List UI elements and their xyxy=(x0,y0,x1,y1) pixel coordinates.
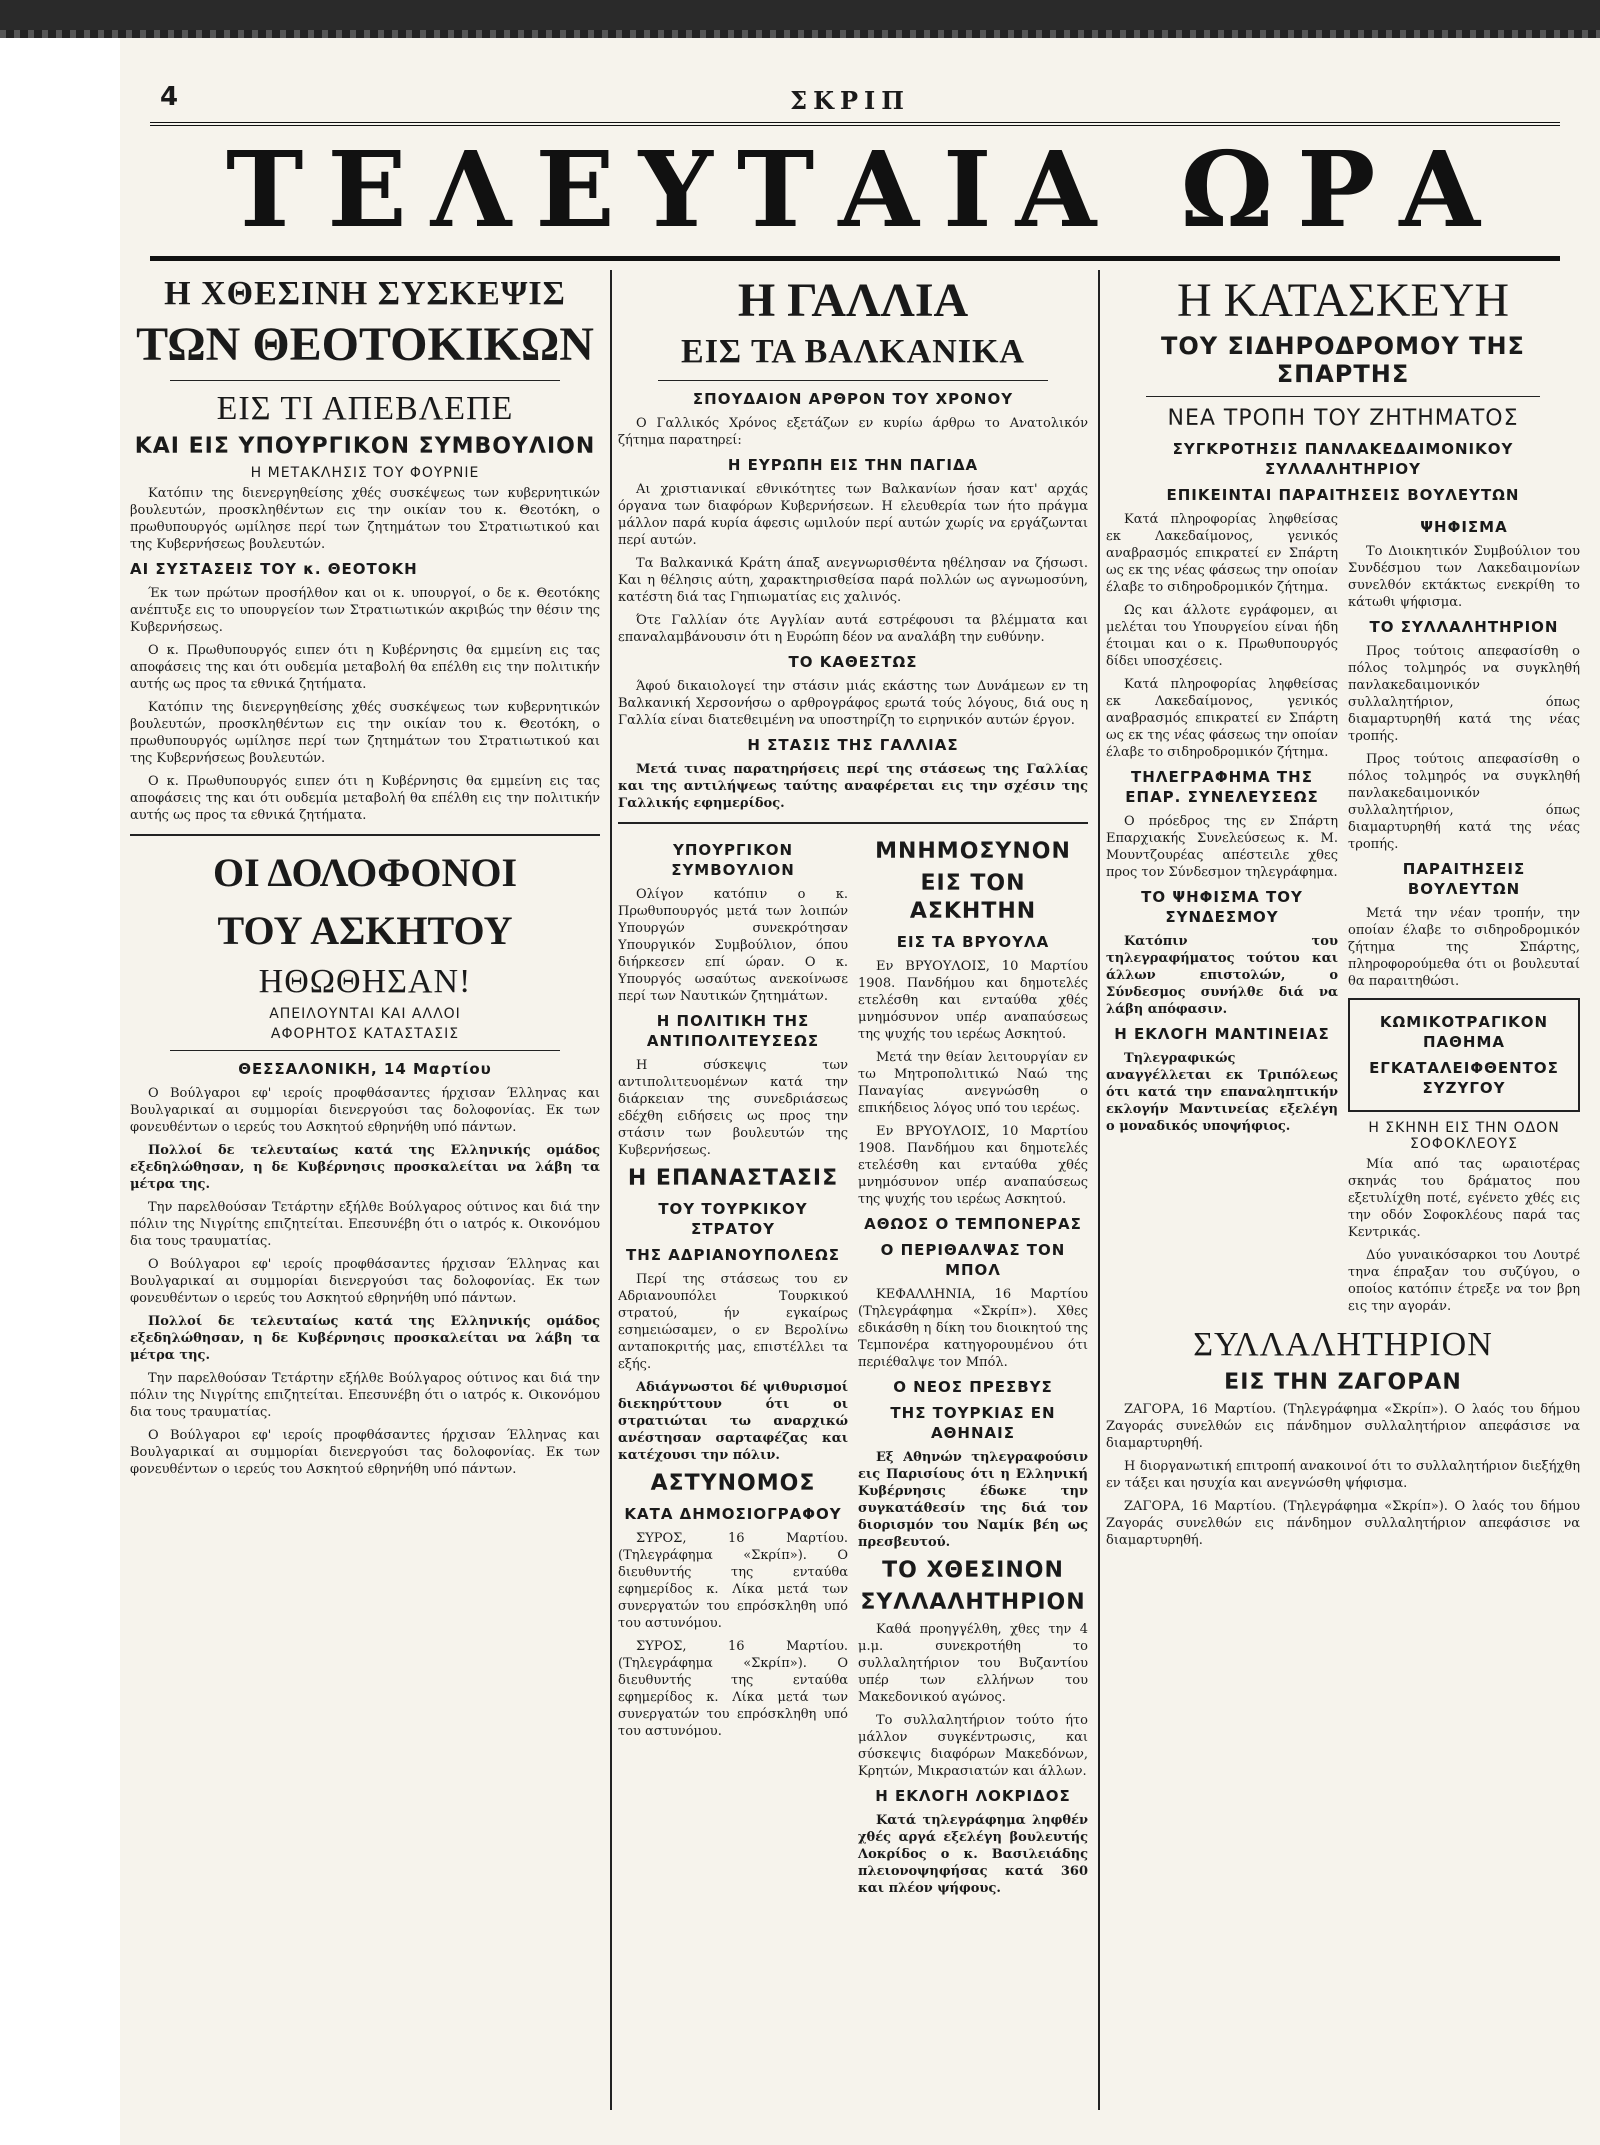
masthead: ΣΚΡΙΠ xyxy=(790,86,910,115)
paragraph: Ο Βούλγαροι εφ' ιεροίς προφθάσαντες ήρχισαν Έλληνας και Βουλγαρικαί αι συμμορίαι διενεργούσι τας δολοφονίας. Εκ των φονευθέντων ο ιερεύς του Ασκητού εθρηνήθη υπό πάντων. xyxy=(130,1257,600,1306)
headline: ΑΘΩΟΣ Ο ΤΕΜΠΟΝΕΡΑΣ xyxy=(864,1215,1082,1233)
scan-top-edge xyxy=(0,0,1600,38)
headline: ΚΩΜΙΚΟΤΡΑΓΙΚΟΝ ΠΑΘΗΜΑ xyxy=(1379,1013,1549,1051)
paragraph: Κατά πληροφορίας ληφθείσας εκ Λακεδαίμονος, γενικός αναβρασμός επικρατεί εν Σπάρτη ως εκ της νέας φάσεως την οποίαν έλαβε το σιδηροδρομικόν ζήτημα. xyxy=(1106,512,1338,595)
section-heading: ΤΟ ΚΑΘΕΣΤΩΣ xyxy=(788,653,918,671)
column-divider xyxy=(610,270,612,2110)
paragraph: Την παρελθούσαν Τετάρτην εξήλθε Βούλγαρος ούτινος και διά την πόλιν της Νιγρίτης επιζητείται. Επεσυνέβη ότι ο ιατρός κ. Οικονόμου δια τους τραυματίας. xyxy=(130,1371,600,1420)
paragraph: Κατόπιν του τηλεγραφήματος τούτου και άλλων επιστολών, ο Σύνδεσμος συνήλθε διά να λάβη απόφασιν. xyxy=(1106,934,1338,1017)
headline: Η ΓΑΛΛΙΑ xyxy=(737,274,969,327)
paragraph: ΖΑΓΟΡΑ, 16 Μαρτίου. (Τηλεγράφημα «Σκρίπ»). Ο λαός του δήμου Ζαγοράς συνελθών εις πάνδημον συλλαλητήριον απεφάσισε να διαμαρτυρηθή. xyxy=(1106,1402,1580,1451)
paragraph: Ο κ. Πρωθυπουργός ειπεν ότι η Κυβέρνησις θα εμμείνη εις τας αποφάσεις της και ότι ουδεμία μεταβολή θα επέλθη εις την πολιτικήν αυτής ως προς τα εθνικά ζητήματα. xyxy=(130,643,600,692)
newspaper-page xyxy=(120,38,1580,2128)
column-2 xyxy=(618,270,1088,2110)
headline: ΕΙΣ ΤΟΝ ΑΣΚΗΤΗΝ xyxy=(909,871,1037,924)
headline: Η ΧΘΕΣΙΝΗ ΣΥΣΚΕΨΙΣ xyxy=(164,275,566,312)
paragraph: Εξ Αθηνών τηλεγραφούσιν εις Παρισίους ότι η Ελληνική Κυβέρνησις έδωκε την συγκατάθεσίν της διά τον διορισμόν του Ναμίκ βέη ως πρεσβευτού. xyxy=(858,1450,1088,1550)
paragraph: Εν ΒΡΥΟΥΛΟΙΣ, 10 Μαρτίου 1908. Πανδήμου και δημοτελές ετελέσθη και ενταύθα χθές μνημόσυνον υπέρ αναπαύσεως της ψυχής του ιερέως Ασκητού. xyxy=(858,1124,1088,1207)
paragraph: Περί της στάσεως του εν Αδριανουπόλει Τουρκικού στρατού, ήν εγκαίρως εσημειώσαμεν, ο εν Βερολίνω ανταποκριτής μας, επιστέλλει τα εξής. xyxy=(618,1272,848,1372)
headline: ΤΟ ΧΘΕΣΙΝΟΝ xyxy=(882,1558,1064,1583)
headline: ΗΘΩΘΗΣΑΝ! xyxy=(258,963,472,1000)
paragraph: Πολλοί δε τελευταίως κατά της Ελληνικής ομάδος εξεδηλώθησαν, η δε Κυβέρνησις προσκαλείται να λάβη τα μέτρα της. xyxy=(130,1143,600,1192)
paragraph: Ότε Γαλλίαν ότε Αγγλίαν αυτά εστρέφουσι τα βλέμματα και επαναλαμβάνουσιν ότι η Ευρώπη δέον να αναλάβη την ευθύνην. xyxy=(618,613,1088,645)
section-banner: ΤΕΛΕΥΤΑΙΑ ΩΡΑ xyxy=(226,128,1504,251)
paragraph: Έκ των πρώτων προσήλθον και οι κ. υπουργοί, ο δε κ. Θεοτόκης ανέπτυξε εις το υπουργείον των Στρατιωτικών ακριβώς την θέσιν της Κυβερνήσεως. xyxy=(130,586,600,635)
section-heading: ΤΗΛΕΓΡΑΦΗΜΑ ΤΗΣ ΕΠΑΡ. ΣΥΝΕΛΕΥΣΕΩΣ xyxy=(1125,768,1319,806)
paragraph: ΖΑΓΟΡΑ, 16 Μαρτίου. (Τηλεγράφημα «Σκρίπ»). Ο λαός του δήμου Ζαγοράς συνελθών εις πάνδημον συλλαλητήριον απεφάσισε να διαμαρτυρηθή. xyxy=(1106,1499,1580,1548)
column-divider xyxy=(1098,270,1100,2110)
paragraph: Κατά τηλεγράφημα ληφθέν χθές αργά εξελέγη βουλευτής Λοκρίδος ο κ. Βασιλειάδης πλειονοψηφήσας κατά 360 και πλέον ψήφους. xyxy=(858,1813,1088,1896)
scan-left-margin xyxy=(0,38,120,2145)
subheadline: ΚΑΙ ΕΙΣ ΥΠΟΥΡΓΙΚΟΝ ΣΥΜΒΟΥΛΙΟΝ xyxy=(134,434,596,459)
paragraph: ΚΕΦΑΛΛΗΝΙΑ, 16 Μαρτίου (Τηλεγράφημα «Σκρίπ»). Χθες εδικάσθη η δίκη του διοικητού της Τεμπονέρα κατηγορουμένου ότι περιέθαλψε τον Μπόλ. xyxy=(858,1287,1088,1370)
paragraph: Μία από τας ωραιοτέρας σκηνάς του δράματος που εξετυλίχθη ποτέ, εγένετο χθές εις την οδόν Σοφοκλέους παρά τας Κεντρικάς. xyxy=(1348,1157,1580,1240)
paragraph: Ο Βούλγαροι εφ' ιεροίς προφθάσαντες ήρχισαν Έλληνας και Βουλγαρικαί αι συμμορίαι διενεργούσι τας δολοφονίας. Εκ των φονευθέντων ο ιερεύς του Ασκητού εθρηνήθη υπό πάντων. xyxy=(130,1428,600,1477)
subheadline: ΤΗΣ ΤΟΥΡΚΙΑΣ ΕΝ ΑΘΗΝΑΙΣ xyxy=(890,1404,1056,1442)
paragraph: Μετά την θείαν λειτουργίαν εν τω Μητροπολιτικώ Ναώ της Παναγίας ανεγνώσθη ο επικήδειος λόγος υπό του ιερέως. xyxy=(858,1050,1088,1116)
paragraph: Μετά την νέαν τροπήν, την οποίαν έλαβε το σιδηροδρομικόν ζήτημα της Σπάρτης, πληροφορούμεθα ότι οι βουλευταί θα παραιτηθώσι. xyxy=(1348,906,1580,989)
subheadline: ΣΥΓΚΡΟΤΗΣΙΣ ΠΑΝΛΑΚΕΔΑΙΜΟΝΙΚΟΥ ΣΥΛΛΑΛΗΤΗΡΙΟΥ xyxy=(1172,440,1514,478)
paragraph: Κατόπιν της διενεργηθείσης χθές συσκέψεως των κυβερνητικών βουλευτών, προσκληθέντων εις την οικίαν του κ. Θεοτόκη, ο πρωθυπουργός ωμίλησε περί των ζητημάτων του Στρατιωτικού και της Κυβερνήσεως βουλευτών. xyxy=(130,700,600,766)
paragraph: Μετά τινας παρατηρήσεις περί της στάσεως της Γαλλίας και της αντιλήψεως ταύτης αναφέρεται εις την σχέσιν της Γαλλικής εφημερίδος. xyxy=(618,762,1088,811)
subheadline: ΤΗΣ ΑΔΡΙΑΝΟΥΠΟΛΕΩΣ xyxy=(626,1246,840,1264)
section-heading: Η ΠΟΛΙΤΙΚΗ ΤΗΣ ΑΝΤΙΠΟΛΙΤΕΥΣΕΩΣ xyxy=(646,1012,820,1050)
headline: ΑΣΤΥΝΟΜΟΣ xyxy=(650,1471,816,1496)
paragraph: Το Διοικητικόν Συμβούλιον του Συνδέσμου των Λακεδαιμονίων συνελθόν εκτάκτως ενεκρίθη το κάτωθι ψήφισμα. xyxy=(1348,544,1580,610)
paragraph: ΣΥΡΟΣ, 16 Μαρτίου. (Τηλεγράφημα «Σκρίπ»). Ο διευθυντής της ενταύθα εφημερίδος κ. Λίκα μετά των συνεργατών του επρόσκληθη υπό του αστυνόμου. xyxy=(618,1531,848,1631)
paragraph: Αδιάγνωστοι δέ ψιθυρισμοί διεκηρύττουν ότι οι στρατιώται τω αναρχικώ ανέστησαν σαρταφέζας και κατέχουσι την πόλιν. xyxy=(618,1380,848,1463)
paragraph: Τηλεγραφικώς αναγγέλλεται εκ Τριπόλεως ότι κατά την επαναληπτικήν εκλογήν Μαντινείας εξελέγη ο μοναδικός υποψήφιος. xyxy=(1106,1051,1338,1134)
dateline: ΘΕΣΣΑΛΟΝΙΚΗ, 14 Μαρτίου xyxy=(238,1060,492,1078)
headline: Η ΕΠΑΝΑΣΤΑΣΙΣ xyxy=(627,1166,839,1191)
section-heading: ΤΟ ΣΥΛΛΑΛΗΤΗΡΙΟΝ xyxy=(1369,618,1559,636)
paragraph: Η σύσκεψις των αντιπολιτευομένων κατά την διάρκειαν της συνεδριάσεως εδέχθη ειδήσεις ως προς την στάσιν των βουλευτών της Κυβερνήσεως. xyxy=(618,1058,848,1158)
headline: ΣΥΛΛΑΛΗΤΗΡΙΟΝ xyxy=(1193,1326,1493,1363)
subheadline: ΚΑΤΑ ΔΗΜΟΣΙΟΓΡΑΦΟΥ xyxy=(624,1505,842,1523)
subheadline: Ο ΠΕΡΙΘΑΛΨΑΣ ΤΟΝ ΜΠΟΛ xyxy=(880,1241,1066,1279)
subheadline: Η ΣΚΗΝΗ ΕΙΣ ΤΗΝ ΟΔΟΝ ΣΟΦΟΚΛΕΟΥΣ xyxy=(1368,1120,1560,1152)
paragraph: Κατόπιν της διενεργηθείσης χθές συσκέψεως των κυβερνητικών βουλευτών, προσκληθέντων εις την οικίαν του κ. Θεοτόκη, ο πρωθυπουργός ωμίλησε περί των ζητημάτων του Στρατιωτικού και της Κυβερνήσεως βουλευτών. xyxy=(130,486,600,552)
headline: Η ΚΑΤΑΣΚΕΥΗ xyxy=(1176,274,1510,327)
paragraph: Ο Γαλλικός Χρόνος εξετάζων εν κυρίω άρθρω το Ανατολικόν ζήτημα παρατηρεί: xyxy=(618,416,1088,448)
section-heading: ΤΟ ΨΗΦΙΣΜΑ ΤΟΥ ΣΥΝΔΕΣΜΟΥ xyxy=(1141,888,1303,926)
paragraph: Πολλοί δε τελευταίως κατά της Ελληνικής ομάδος εξεδηλώθησαν, η δε Κυβέρνησις προσκαλείται να λάβη τα μέτρα της. xyxy=(130,1314,600,1363)
paragraph: Το συλλαλητήριον τούτο ήτο μάλλον συγκέντρωσις, και σύσκεψις διαφόρων Μακεδόνων, Κρητών, Μικρασιατών και άλλων. xyxy=(858,1713,1088,1779)
section-heading: ΠΑΡΑΙΤΗΣΕΙΣ ΒΟΥΛΕΥΤΩΝ xyxy=(1402,860,1526,898)
paragraph: ΣΥΡΟΣ, 16 Μαρτίου. (Τηλεγράφημα «Σκρίπ»). Ο διευθυντής της ενταύθα εφημερίδος κ. Λίκα μετά των συνεργατών του επρόσκληθη υπό του αστυνόμου. xyxy=(618,1639,848,1739)
paragraph: Αι χριστιανικαί εθνικότητες των Βαλκανίων ήσαν κατ' αρχάς όργανα των διαφόρων Κυβερνήσεων. Η ελευθερία των ήτο πράγμα μάλλον παρά κυρία άφεσις ωμιλούν περί αυτών χωρίς να εργάζωνται περί αυτών. xyxy=(618,482,1088,548)
page-number: 4 xyxy=(160,82,179,112)
section-heading: Η ΕΚΛΟΓΗ ΜΑΝΤΙΝΕΙΑΣ xyxy=(1114,1025,1330,1043)
headline: ΕΙΣ ΤΑ ΒΑΛΚΑΝΙΚΑ xyxy=(681,333,1025,370)
paragraph: Ολίγον κατόπιν ο κ. Πρωθυπουργός μετά των λοιπών Υπουργών συνεκρότησαν Υπουργικόν Συμβούλιον, όπου διήρκεσεν επί ώραν. Ο κ. Υπουργός ωσαύτως ανεκοίνωσε περί των Ναυτικών ζητημάτων. xyxy=(618,887,848,1004)
paragraph: Ο κ. Πρωθυπουργός ειπεν ότι η Κυβέρνησις θα εμμείνη εις τας αποφάσεις της και ότι ουδεμία μεταβολή θα επέλθη εις την πολιτικήν αυτής ως προς τα εθνικά ζητήματα. xyxy=(130,774,600,823)
headline: ΤΟΥ ΑΣΚΗΤΟΥ xyxy=(217,908,513,953)
paragraph: Ως και άλλοτε εγράφομεν, αι μελέται του Υπουργείου είναι ήδη έτοιμαι και ο κ. Πρωθυπουργός δίδει υποσχέσεις. xyxy=(1106,603,1338,669)
headline: ΤΩΝ ΘΕΟΤΟΚΙΚΩΝ xyxy=(136,318,594,371)
subheadline: ΑΠΕΙΛΟΥΝΤΑΙ ΚΑΙ ΑΛΛΟΙ xyxy=(269,1006,461,1022)
paragraph: Ο πρόεδρος της εν Σπάρτη Επαρχιακής Συνελεύσεως κ. Μ. Μουντζουρέας απέστειλε χθες προς τον Σύνδεσμον τηλεγράφημα. xyxy=(1106,814,1338,880)
subheadline: ΣΠΟΥΔΑΙΟΝ ΑΡΘΡΟΝ ΤΟΥ ΧΡΟΝΟΥ xyxy=(692,390,1014,408)
subheadline: ΕΙΣ ΤΑ ΒΡΥΟΥΛΑ xyxy=(896,933,1050,951)
paragraph: Κατά πληροφορίας ληφθείσας εκ Λακεδαίμονος, γενικός αναβρασμός επικρατεί εν Σπάρτη ως εκ της νέας φάσεως την οποίαν έλαβε το σιδηροδρομικόν ζήτημα. xyxy=(1106,677,1338,760)
headline: ΕΙΣ ΤΙ ΑΠΕΒΛΕΠΕ xyxy=(216,390,514,427)
column-1 xyxy=(130,270,600,2110)
headline: ΤΟΥ ΣΙΔΗΡΟΔΡΟΜΟΥ ΤΗΣ ΣΠΑΡΤΗΣ xyxy=(1161,332,1525,388)
subheadline: ΕΠΙΚΕΙΝΤΑΙ ΠΑΡΑΙΤΗΣΕΙΣ ΒΟΥΛΕΥΤΩΝ xyxy=(1166,486,1520,504)
paragraph: Η διοργανωτική επιτροπή ανακοινοί ότι το συλλαλητήριον διεξήχθη εν τάξει και ησυχία και ανεγνώσθη ψήφισμα. xyxy=(1106,1459,1580,1491)
subheadline: Η ΜΕΤΑΚΛΗΣΙΣ ΤΟΥ ΦΟΥΡΝΙΕ xyxy=(250,465,480,481)
headline: ΕΙΣ ΤΗΝ ΖΑΓΟΡΑΝ xyxy=(1224,1370,1462,1395)
headline: ΟΙ ΔΟΛΟΦΟΝΟΙ xyxy=(212,850,518,895)
paragraph: Καθά προηγγέλθη, χθες την 4 μ.μ. συνεκροτήθη το συλλαλητήριον του Βυζαντίου υπέρ των ελλήνων του Μακεδονικού αγώνος. xyxy=(858,1622,1088,1705)
paragraph: Τα Βαλκανικά Κράτη άπαξ ανεγνωρισθέντα ηθέλησαν να ζήσωσι. Και η θέλησις αύτη, χαρακτηρισθείσα παρά πολλών ως αγνωμοσύνη, κατέστη διά τας Γηπιωματίας εις χαλινός. xyxy=(618,556,1088,605)
paragraph: Προς τούτοις απεφασίσθη ο πόλος τολμηρός να συγκληθή πανλακεδαιμονικόν συλλαλητήριον, όπως διαμαρτυρηθή κατά της νέας τροπής. xyxy=(1348,644,1580,744)
headline: ΣΥΛΛΑΛΗΤΗΡΙΟΝ xyxy=(860,1590,1086,1615)
section-heading: ΥΠΟΥΡΓΙΚΟΝ ΣΥΜΒΟΥΛΙΟΝ xyxy=(671,841,795,879)
section-heading: ΨΗΦΙΣΜΑ xyxy=(1420,518,1508,536)
headline: ΜΝΗΜΟΣΥΝΟΝ xyxy=(875,839,1071,864)
subheadline: ΑΦΟΡΗΤΟΣ ΚΑΤΑΣΤΑΣΙΣ xyxy=(270,1026,460,1042)
paragraph: Ο Βούλγαροι εφ' ιεροίς προφθάσαντες ήρχισαν Έλληνας και Βουλγαρικαί αι συμμορίαι διενεργούσι τας δολοφονίας. Εκ των φονευθέντων ο ιερεύς του Ασκητού εθρηνήθη υπό πάντων. xyxy=(130,1086,600,1135)
paragraph: Προς τούτοις απεφασίσθη ο πόλος τολμηρός να συγκληθή πανλακεδαιμονικόν συλλαλητήριον, όπως διαμαρτυρηθή κατά της νέας τροπής. xyxy=(1348,752,1580,852)
section-heading: Η ΕΥΡΩΠΗ ΕΙΣ ΤΗΝ ΠΑΓΙΔΑ xyxy=(727,456,979,474)
masthead-rule xyxy=(150,122,1560,126)
headline: ΕΓΚΑΤΑΛΕΙΦΘΕΝΤΟΣ ΣΥΖΥΓΟΥ xyxy=(1369,1059,1559,1097)
section-heading: Η ΣΤΑΣΙΣ ΤΗΣ ΓΑΛΛΙΑΣ xyxy=(747,736,959,754)
subheadline: ΤΟΥ ΤΟΥΡΚΙΚΟΥ ΣΤΡΑΤΟΥ xyxy=(658,1200,808,1238)
banner-rule xyxy=(150,256,1560,261)
subheadline: ΝΕΑ ΤΡΟΠΗ ΤΟΥ ΖΗΤΗΜΑΤΟΣ xyxy=(1167,406,1519,431)
boxed-headline xyxy=(1348,998,1580,1112)
headline: Ο ΝΕΟΣ ΠΡΕΣΒΥΣ xyxy=(893,1378,1053,1396)
paragraph: Την παρελθούσαν Τετάρτην εξήλθε Βούλγαρος ούτινος και διά την πόλιν της Νιγρίτης επιζητείται. Επεσυνέβη ότι ο ιατρός κ. Οικονόμου δια τους τραυματίας. xyxy=(130,1200,600,1249)
section-heading: ΑΙ ΣΥΣΤΑΣΕΙΣ ΤΟΥ κ. ΘΕΟΤΟΚΗ xyxy=(130,560,418,578)
paragraph: Άφού δικαιολογεί την στάσιν μιάς εκάστης των Δυνάμεων εν τη Βαλκανική Χερσονήσω ο αρθρογράφος ερωτά τούς λόγους, διά ους η Γαλλία είναι διατεθειμένη να υποστηρίζη το ειρηνικόν αυτών έργον. xyxy=(618,679,1088,728)
headline: Η ΕΚΛΟΓΗ ΛΟΚΡΙΔΟΣ xyxy=(875,1787,1071,1805)
paragraph: Δύο γυναικόσαρκοι του Λουτρέ τηνα έπραξαν του συζύγου, ο οποίος κατόπιν έτρεξε να τον βρη εις την αγοράν. xyxy=(1348,1248,1580,1314)
column-3 xyxy=(1106,270,1580,2110)
paragraph: Εν ΒΡΥΟΥΛΟΙΣ, 10 Μαρτίου 1908. Πανδήμου και δημοτελές ετελέσθη και ενταύθα χθές μνημόσυνον υπέρ αναπαύσεως της ψυχής του ιερέως Ασκητού. xyxy=(858,959,1088,1042)
